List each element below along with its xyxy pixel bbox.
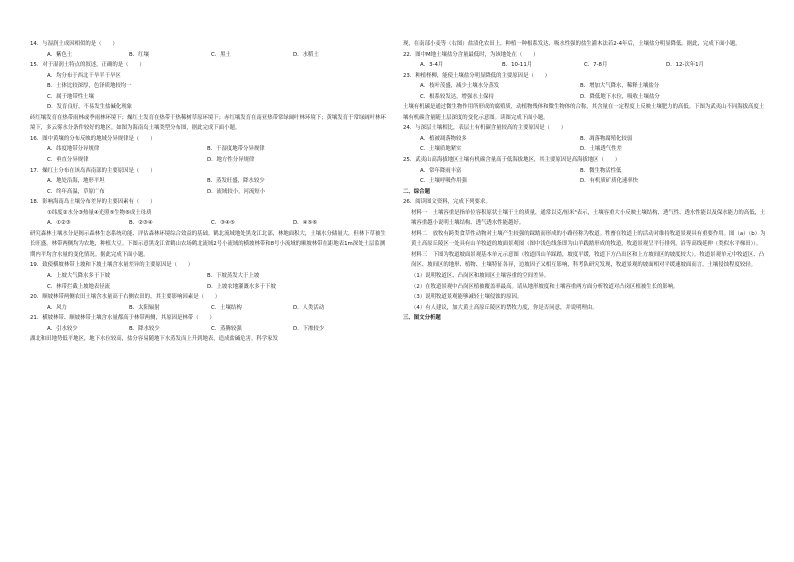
question-20-options [30,303,388,314]
option-b: B．蒸发旺盛，降水较少 [207,178,265,185]
option-a: A．风力 [47,304,67,311]
option-b: B．凋落物腐殖化较弱 [580,135,633,142]
question-16-options-row1 [30,144,388,155]
question-14-options [30,50,388,61]
option-d: D．地方性分异规律 [207,157,255,164]
question-20-stem: 20．顺坡林带两侧农田土壤含水量高于右侧农田的，其主要影响因素是（ ） [30,294,221,301]
option-b: B．土体比较深厚，色泽质地较均一 [47,83,132,90]
option-c: C．垂直分异规律 [47,157,89,164]
option-a: A．3-4月 [420,62,444,69]
question-23-options-row1 [403,81,768,92]
option-b: B．增加大气降水，稀释土壤盐分 [580,83,660,90]
option-a: A．常年降雨丰富 [420,167,462,174]
question-18-stem: 18．影响海南岛土壤分布差异的主要因素有（ ） [30,199,156,206]
question-19-stem: 19．致使横坡林带上坡和下坡土壤含水量差异的主要原因是（ ） [30,262,194,269]
section-heading-comprehensive: 二、综合题 [403,188,430,195]
option-d: D．④⑤⑥ [293,220,318,227]
option-c: C．黑土 [211,51,231,58]
question-23-options-row2 [403,92,768,103]
question-24-options-row2 [403,144,768,155]
option-b: B．下坡蒸发大于上坡 [207,273,260,280]
question-17-options-row2 [30,187,388,198]
question-22-stem: 22．图中M地土壤盐分含量最低时，为该地处在（ ） [403,51,539,58]
option-a: A．①②③ [47,220,71,227]
option-d: D．12-次年1月 [666,62,704,69]
question-16-options-row2 [30,155,388,166]
sub-question-3: （3）说明牧道景观能够减轻土壤侵蚀的原因。 [411,294,523,301]
option-b: B．红壤 [129,51,149,58]
option-b: B．干湿度地带分异规律 [207,146,265,153]
option-d: D．水稻土 [293,51,319,58]
option-b: B．10-11月 [502,62,533,69]
question-25-stem: 25．武夷山高海拔地区土壤有机碳含量高于低海拔地区，其主要原因是高海拔地区（ ） [403,157,621,164]
sub-question-4: （4）有人建议，加大黄土高原丘陵区的禁牧力度，你是否同意，并说明理由。 [411,304,598,311]
option-c: C．蒸腾较强 [211,325,242,332]
option-d: D．有机质矿质化速率快 [580,178,639,185]
question-19-options-row2 [30,282,388,293]
material-3: 材料三 下图为牧道坡面景观基本单元示意图（牧道四山羊踩踏，坡度平缓，牧道下方凸出区和上方坡间区的坡度较大）。牧道景观单元中牧道区、凸岗区、坡间区的地形、植物、土壤特征各异，边坡因子又相互影响，科考队研究发现，牧道景观的坡面相对平缓速坡面而言，土壤侵蚀程度较轻。 [411,251,765,269]
question-24-options-row1 [403,134,768,145]
option-a: A．纬度地带分异规律 [47,146,100,153]
option-c: C．土壤呼吸作用强 [420,178,467,185]
question-22-options [403,60,768,71]
question-18-options [30,218,388,229]
question-26-stem: 26．阅读图文资料，完成下列要求。 [403,199,491,206]
option-a: A．地处沿海，地形平坦 [47,178,105,185]
passage-soil-types: 砖红壤发育在热带雨林或季雨林环境下；燥红土发育在热带干热稀树草原环境下；赤红壤发育在南亚热带常绿阔叶林环境下；黄壤发育于常绿阔叶林环境下，多云雾水分条件较好的地区。如图为海南岛土壤类型分布图，据此完成下面小题。 [30,114,386,132]
question-16-stem: 16．图中黄壤的分布反映的地域分异规律是（ ） [30,135,156,142]
question-17-options-row1 [30,176,388,187]
option-a: A．引水较少 [47,325,78,332]
question-21-stem: 21．横坡林带、顺坡林带土壤含水量都高于林带两侧，其原因是林带（ ） [30,315,215,322]
option-a: A．植被凋落物较多 [420,135,467,142]
question-25-options-row1 [403,166,768,177]
question-25-options-row2 [403,176,768,187]
question-21-options [30,324,388,335]
sub-question-2: （2）在牧道景观中凸岗区植被覆盖率最高。请从地形坡度和土壤容重两方面分析牧道对凸岗区植被生长的影响。 [411,283,679,290]
question-15-stem: 15．对于湿润土特点的叙述，正确的是（ ） [30,62,145,69]
question-19-options-row1 [30,271,388,282]
question-24-stem: 24．与深层土壤相比，表层土有机碳含量较高的主要原因是（ ） [403,125,567,132]
passage-forest-soil: 研究森林土壤水分是揭示森林生态系统功能、评估森林环境综合效益的基础。鹤北流域地处黑龙江北部，林地面积大，土壤水分储量大，但林下草被生长旺盛，林带两侧均为农地，种植大豆。下图示意黑龙江省鹤山农场鹤北流域2号小流域的横坡林带和8号小流域的顺坡林带在距地表1m深处土层监测期内平均含水量的变化情况。据此完成下面小题。 [30,230,386,258]
option-c: C．土壤结构 [211,304,242,311]
passage-organic-carbon: 土壤有机碳是通过微生物作用所形成的腐殖质，动植物残体和微生物体的合称，其含量在一定程度上反映土壤肥力的高低。下图为武夷山不同海拔高度土壤有机碳含量随土层深度的变化示意图。读图完成下面小题。 [403,104,765,121]
option-d: D．发育良好，不易发生盐碱化现象 [47,104,133,111]
section-heading-figure-analysis: 三、图文分析题 [403,315,441,322]
option-b: B．②③④ [129,220,153,227]
option-d: D．上坡农地灌溉水多于下坡 [207,283,276,290]
option-c: C．终年高温，草原广布 [47,188,105,195]
passage-saline-soil: 湖北和田地势低平地区，地下水位较高，盐分容易随地下水蒸发而上升到地表，造成盐碱危害。科学家发 [30,336,278,343]
left-column [30,39,388,345]
option-b: B．太阳辐射 [129,304,160,311]
option-d: D．流域较小，河流短小 [207,188,266,195]
option-a: A．上坡大气降水多于下坡 [47,273,110,280]
passage-saline-soil-continued: 现，在南部小麦等（右图）盐渍化农田上，种植一种根系发达、吸水性强的盐生灌木法若2-4年后，土壤盐分明显降低。据此，完成下面小题。 [403,41,741,47]
option-b: B．降水较少 [129,325,160,332]
question-17-stem: 17．燥红土分布在该岛西南部的主要原因是（ ） [30,167,156,174]
question-18-factors: ①纬度②水分③热量④光照⑤生物⑥成土母质 [47,209,152,216]
question-14-stem: 14．与湿润土成因相似的是（ ） [30,41,118,47]
option-c: C．林带拦截上坡地表径流 [47,283,111,290]
option-d: D．下渗较少 [293,325,325,332]
option-c: C．属于地带性土壤 [47,93,94,100]
option-a: A．枝叶茂盛，减少土壤水分蒸发 [420,83,500,90]
right-column [403,39,768,324]
material-2: 材料二 放牧有跨类食草性动物对土壤产生较强的踩踏而形成的小路径称为牧道。牲畜在牧道上的活动对维持牧道景观具有重要作用。图（a）（b）为黄土高原丘陵区一处具有山羊牧道的坡面景观图（图中浅色线条即为山羊践踏形成的牧道，牧道景观呈平行排列，沿等高线延伸（类似水平梯田））。 [411,230,766,248]
option-c: C．根系较发达，增强水土保持 [420,93,494,100]
sub-question-1: （1）说明牧道区、凸岗区和坡间区土壤容重的空间差异。 [411,273,550,280]
option-b: B．微生物活性低 [580,167,622,174]
option-d: D．人类活动 [293,304,325,311]
option-d: D．土壤透气性差 [580,146,622,153]
option-c: C．土壤质地紧实 [420,146,462,153]
option-c: C．③④⑤ [211,220,235,227]
question-23-stem: 23．种植柽柳，能使土壤盐分明显降低的主要原因是（ ） [403,72,551,79]
material-1: 材料一 土壤容重是指单位容积原状土壤干土的质量，通常以克/厘米³表示，土壤容重大小反映土壤结构、透气性、透水性能以及保水能力的高低，土壤容重越小说明土壤结构、透气透水性能越好。 [411,209,766,227]
option-c: C．7-8月 [584,62,608,69]
option-a: A．紫色土 [47,51,73,58]
option-d: D．降低地下水位，吸收土壤盐分 [580,93,660,100]
option-a: A．均分布于西北干旱半干旱区 [47,72,121,79]
